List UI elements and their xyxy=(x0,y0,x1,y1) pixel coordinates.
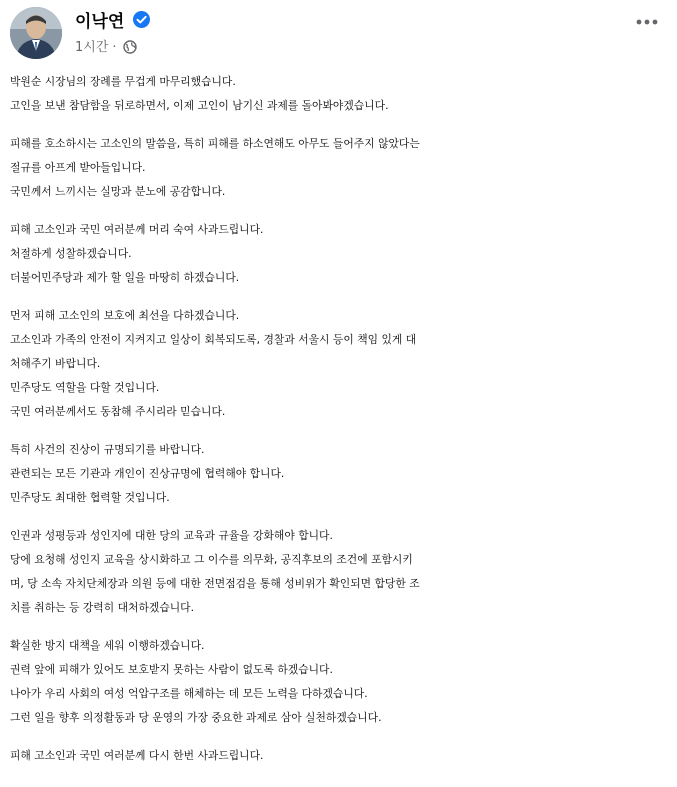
post-text-line: 민주당도 역할을 다할 것입니다. xyxy=(10,381,160,394)
post-text-line: 피해를 호소하시는 고소인의 말씀을, 특히 피해를 하소연해도 아무도 들어주지 않았다는 xyxy=(10,137,420,150)
post-paragraph xyxy=(10,304,670,424)
post-text-line: 절규를 아프게 받아들입니다. xyxy=(10,161,146,174)
post-text-line: 박원순 시장님의 장례를 무겁게 마무리했습니다. xyxy=(10,75,236,88)
meta-separator: · xyxy=(112,40,117,55)
post-meta xyxy=(75,36,137,58)
verified-badge-icon xyxy=(133,11,150,28)
post-text-line: 그런 일을 향후 의정활동과 당 운영의 가장 중요한 과제로 삼아 실천하겠습니다. xyxy=(10,711,382,724)
post-text-line: 치를 취하는 등 강력히 대처하겠습니다. xyxy=(10,601,195,614)
post-text xyxy=(10,70,670,782)
post-text-line: 특히 사건의 진상이 규명되기를 바랍니다. xyxy=(10,443,205,456)
post-text-line: 처해주기 바랍니다. xyxy=(10,357,101,370)
post-text-line: 나아가 우리 사회의 여성 억압구조를 해체하는 데 모든 노력을 다하겠습니다. xyxy=(10,687,368,700)
post-paragraph xyxy=(10,438,670,510)
post-text-line: 피해 고소인과 국민 여러분께 다시 한번 사과드립니다. xyxy=(10,749,264,762)
post-text-line: 국민께서 느끼시는 실망과 분노에 공감합니다. xyxy=(10,185,226,198)
post-text-line: 당에 요청해 성인지 교육을 상시화하고 그 이수를 의무화, 공직후보의 조건에 포함시키 xyxy=(10,553,413,566)
post-header xyxy=(10,5,667,61)
post-text-line: 확실한 방지 대책을 세워 이행하겠습니다. xyxy=(10,639,205,652)
profile-photo-icon xyxy=(10,7,62,59)
globe-icon[interactable] xyxy=(123,40,137,58)
post-paragraph xyxy=(10,524,670,620)
post-timestamp[interactable]: 1시간 xyxy=(75,40,109,55)
post-text-line: 고소인과 가족의 안전이 지켜지고 일상이 회복되도록, 경찰과 서울시 등이 책임 있게 대 xyxy=(10,333,417,346)
post-paragraph xyxy=(10,70,670,118)
post-text-line: 권력 앞에 피해가 있어도 보호받지 못하는 사람이 없도록 하겠습니다. xyxy=(10,663,333,676)
post-text-line: 국민 여러분께서도 동참해 주시리라 믿습니다. xyxy=(10,405,226,418)
post-paragraph xyxy=(10,634,670,730)
post-paragraph xyxy=(10,218,670,290)
author-name[interactable]: 이낙연 xyxy=(75,12,125,32)
post-text-line: 더불어민주당과 제가 할 일을 마땅히 하겠습니다. xyxy=(10,271,240,284)
post-text-line: 처절하게 성찰하겠습니다. xyxy=(10,247,132,260)
post-text-line: 인권과 성평등과 성인지에 대한 당의 교육과 규율을 강화해야 합니다. xyxy=(10,529,333,542)
post-paragraph xyxy=(10,744,670,768)
post-text-line: 고인을 보낸 참담함을 뒤로하면서, 이제 고인이 남기신 과제를 돌아봐야겠습니다. xyxy=(10,99,389,112)
more-options-icon[interactable] xyxy=(629,7,665,37)
post-text-line: 며, 당 소속 자치단체장과 의원 등에 대한 전면점검을 통해 성비위가 확인되면 합당한 조 xyxy=(10,577,420,590)
post-text-line: 관련되는 모든 기관과 개인이 진상규명에 협력해야 합니다. xyxy=(10,467,285,480)
post-paragraph xyxy=(10,132,670,204)
post-text-line: 먼저 피해 고소인의 보호에 최선을 다하겠습니다. xyxy=(10,309,240,322)
post-text-line: 피해 고소인과 국민 여러분께 머리 숙여 사과드립니다. xyxy=(10,223,264,236)
author-avatar[interactable] xyxy=(10,7,62,59)
post-text-line: 민주당도 최대한 협력할 것입니다. xyxy=(10,491,170,504)
